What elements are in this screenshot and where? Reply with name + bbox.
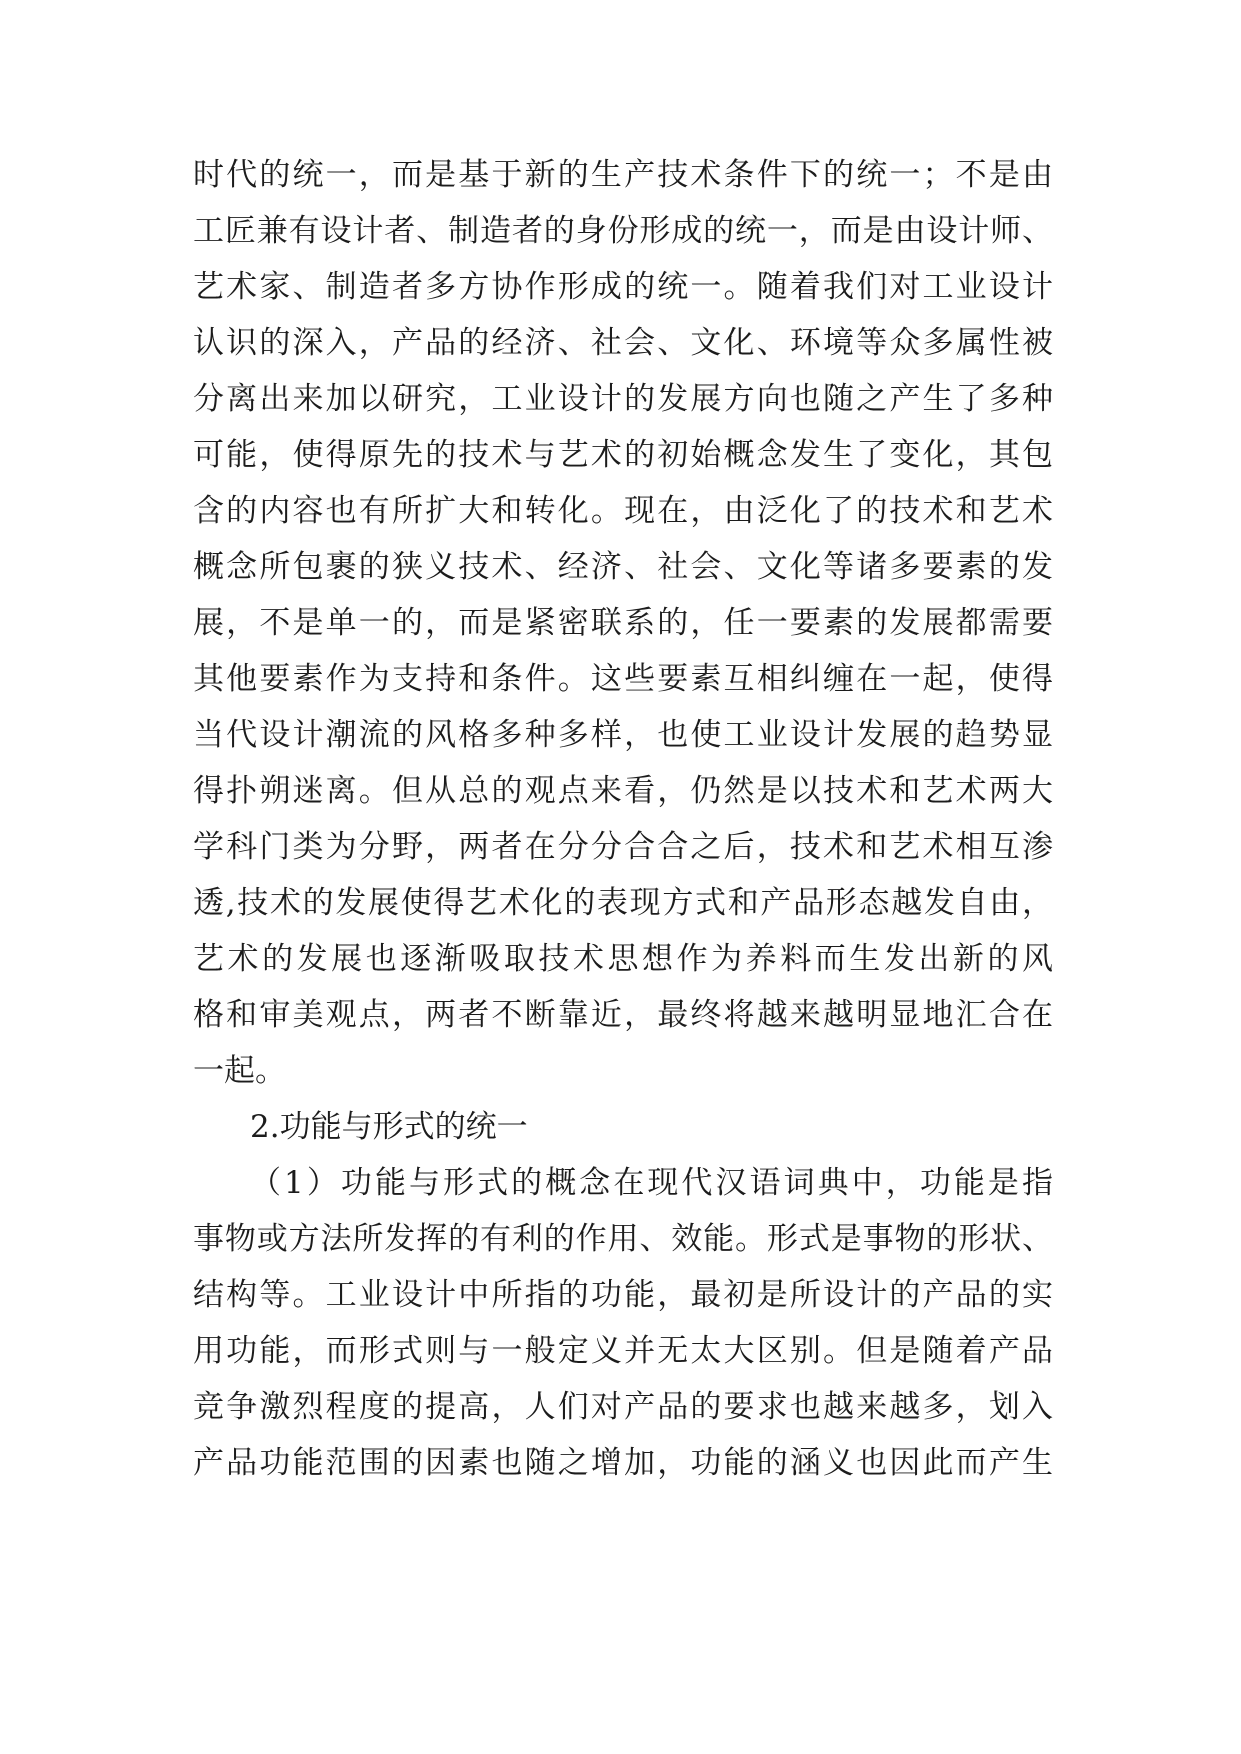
text-line: 分离出来加以研究，工业设计的发展方向也随之产生了多种: [193, 381, 1053, 417]
paragraph-first-line: （1）功能与形式的概念在现代汉语词典中，功能是指: [250, 1165, 1053, 1201]
text-line: 可能，使得原先的技术与艺术的初始概念发生了变化，其包: [193, 437, 1053, 473]
text-line: 透,技术的发展使得艺术化的表现方式和产品形态越发自由，: [193, 885, 1053, 921]
text-line: 竞争激烈程度的提高，人们对产品的要求也越来越多，划入: [193, 1389, 1053, 1425]
text-line: 产品功能范围的因素也随之增加，功能的涵义也因此而产生: [193, 1445, 1053, 1481]
text-line: 其他要素作为支持和条件。这些要素互相纠缠在一起，使得: [193, 661, 1053, 697]
section-heading: 2.功能与形式的统一: [250, 1109, 528, 1145]
text-line: 含的内容也有所扩大和转化。现在，由泛化了的技术和艺术: [193, 493, 1053, 529]
text-line: 艺术家、制造者多方协作形成的统一。随着我们对工业设计: [193, 269, 1053, 305]
text-line: 学科门类为分野，两者在分分合合之后，技术和艺术相互渗: [193, 829, 1053, 865]
text-line: 一起。: [193, 1053, 286, 1089]
text-line: 用功能，而形式则与一般定义并无太大区别。但是随着产品: [193, 1333, 1053, 1369]
text-line: 结构等。工业设计中所指的功能，最初是所设计的产品的实: [193, 1277, 1053, 1313]
text-line: 概念所包裹的狭义技术、经济、社会、文化等诸多要素的发: [193, 549, 1053, 585]
text-line: 时代的统一，而是基于新的生产技术条件下的统一；不是由: [193, 157, 1053, 193]
text-line: 事物或方法所发挥的有利的作用、效能。形式是事物的形状、: [193, 1221, 1053, 1257]
text-line: 当代设计潮流的风格多种多样，也使工业设计发展的趋势显: [193, 717, 1053, 753]
text-line: 工匠兼有设计者、制造者的身份形成的统一，而是由设计师、: [193, 213, 1053, 249]
text-line: 得扑朔迷离。但从总的观点来看，仍然是以技术和艺术两大: [193, 773, 1053, 809]
text-line: 展，不是单一的，而是紧密联系的，任一要素的发展都需要: [193, 605, 1053, 641]
text-line: 认识的深入，产品的经济、社会、文化、环境等众多属性被: [193, 325, 1053, 361]
text-line: 艺术的发展也逐渐吸取技术思想作为养料而生发出新的风: [193, 941, 1053, 977]
text-line: 格和审美观点，两者不断靠近，最终将越来越明显地汇合在: [193, 997, 1053, 1033]
